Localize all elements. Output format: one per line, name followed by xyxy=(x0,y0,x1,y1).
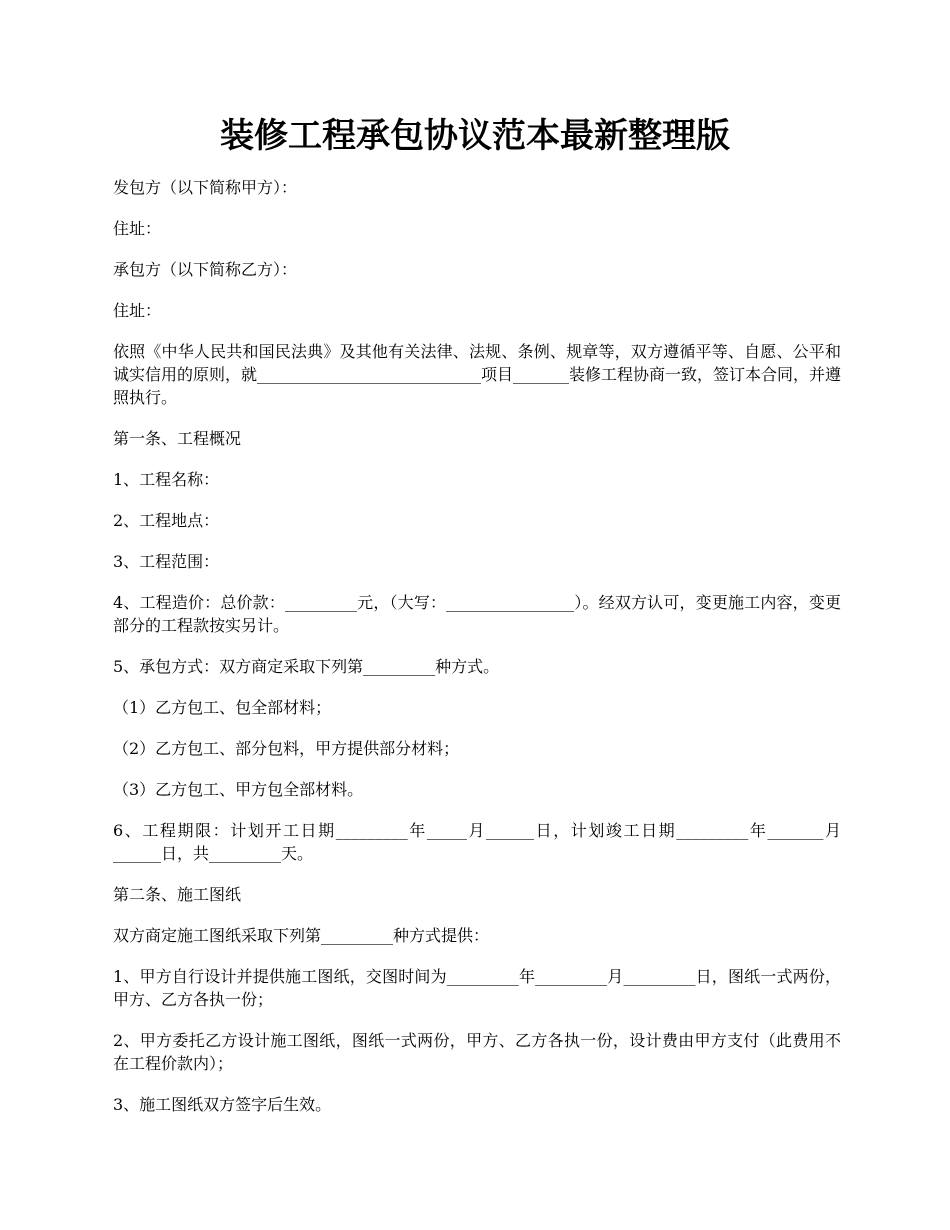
method-option-1: （1）乙方包工、包全部材料； xyxy=(113,698,332,717)
method-option-2: （2）乙方包工、部分包料，甲方提供部分材料； xyxy=(113,739,460,758)
document-body xyxy=(113,176,841,1134)
drawing-option-3: 3、施工图纸双方签字后生效。 xyxy=(113,1095,332,1114)
drawing-option-1: 1、甲方自行设计并提供施工图纸，交图时间为_________年_________月_________日，图纸一式两份，甲方、乙方各执一份； xyxy=(113,967,841,1009)
drawing-option-2: 2、甲方委托乙方设计施工图纸，图纸一式两份，甲方、乙方各执一份，设计费由甲方支付（此费用不在工程价款内）； xyxy=(113,1031,841,1073)
party-b-address: 住址： xyxy=(113,301,162,320)
article-1-heading: 第一条、工程概况 xyxy=(113,429,242,448)
project-location-line: 2、工程地点： xyxy=(113,511,220,530)
contract-method-line: 5、承包方式：双方商定采取下列第_________种方式。 xyxy=(113,657,500,676)
method-option-3: （3）乙方包工、甲方包全部材料。 xyxy=(113,780,364,799)
project-price-paragraph: 4、工程造价：总价款：_________元，（大写：________________）。经双方认可，变更施工内容，变更部分的工程款按实另计。 xyxy=(113,593,841,635)
article-2-heading: 第二条、施工图纸 xyxy=(113,885,242,904)
party-a-line: 发包方（以下简称甲方）： xyxy=(113,178,298,197)
project-scope-line: 3、工程范围： xyxy=(113,552,220,571)
party-b-line: 承包方（以下简称乙方）： xyxy=(113,260,298,279)
project-name-line: 1、工程名称： xyxy=(113,470,220,489)
drawing-method-line: 双方商定施工图纸采取下列第_________种方式提供： xyxy=(113,926,490,945)
document-title: 装修工程承包协议范本最新整理版 xyxy=(220,116,730,156)
project-period-paragraph: 6、工程期限：计划开工日期_________年_____月______日，计划竣工日期_________年_______月______日，共_________天。 xyxy=(113,821,841,863)
preamble-paragraph: 依照《中华人民共和国民法典》及其他有关法律、法规、条例、规章等，双方遵循平等、自愿、公平和诚实信用的原则，就____________________________项目_______装修工程协商一致，签订本合同，并遵照执行。 xyxy=(113,342,842,407)
party-a-address: 住址： xyxy=(113,219,162,238)
